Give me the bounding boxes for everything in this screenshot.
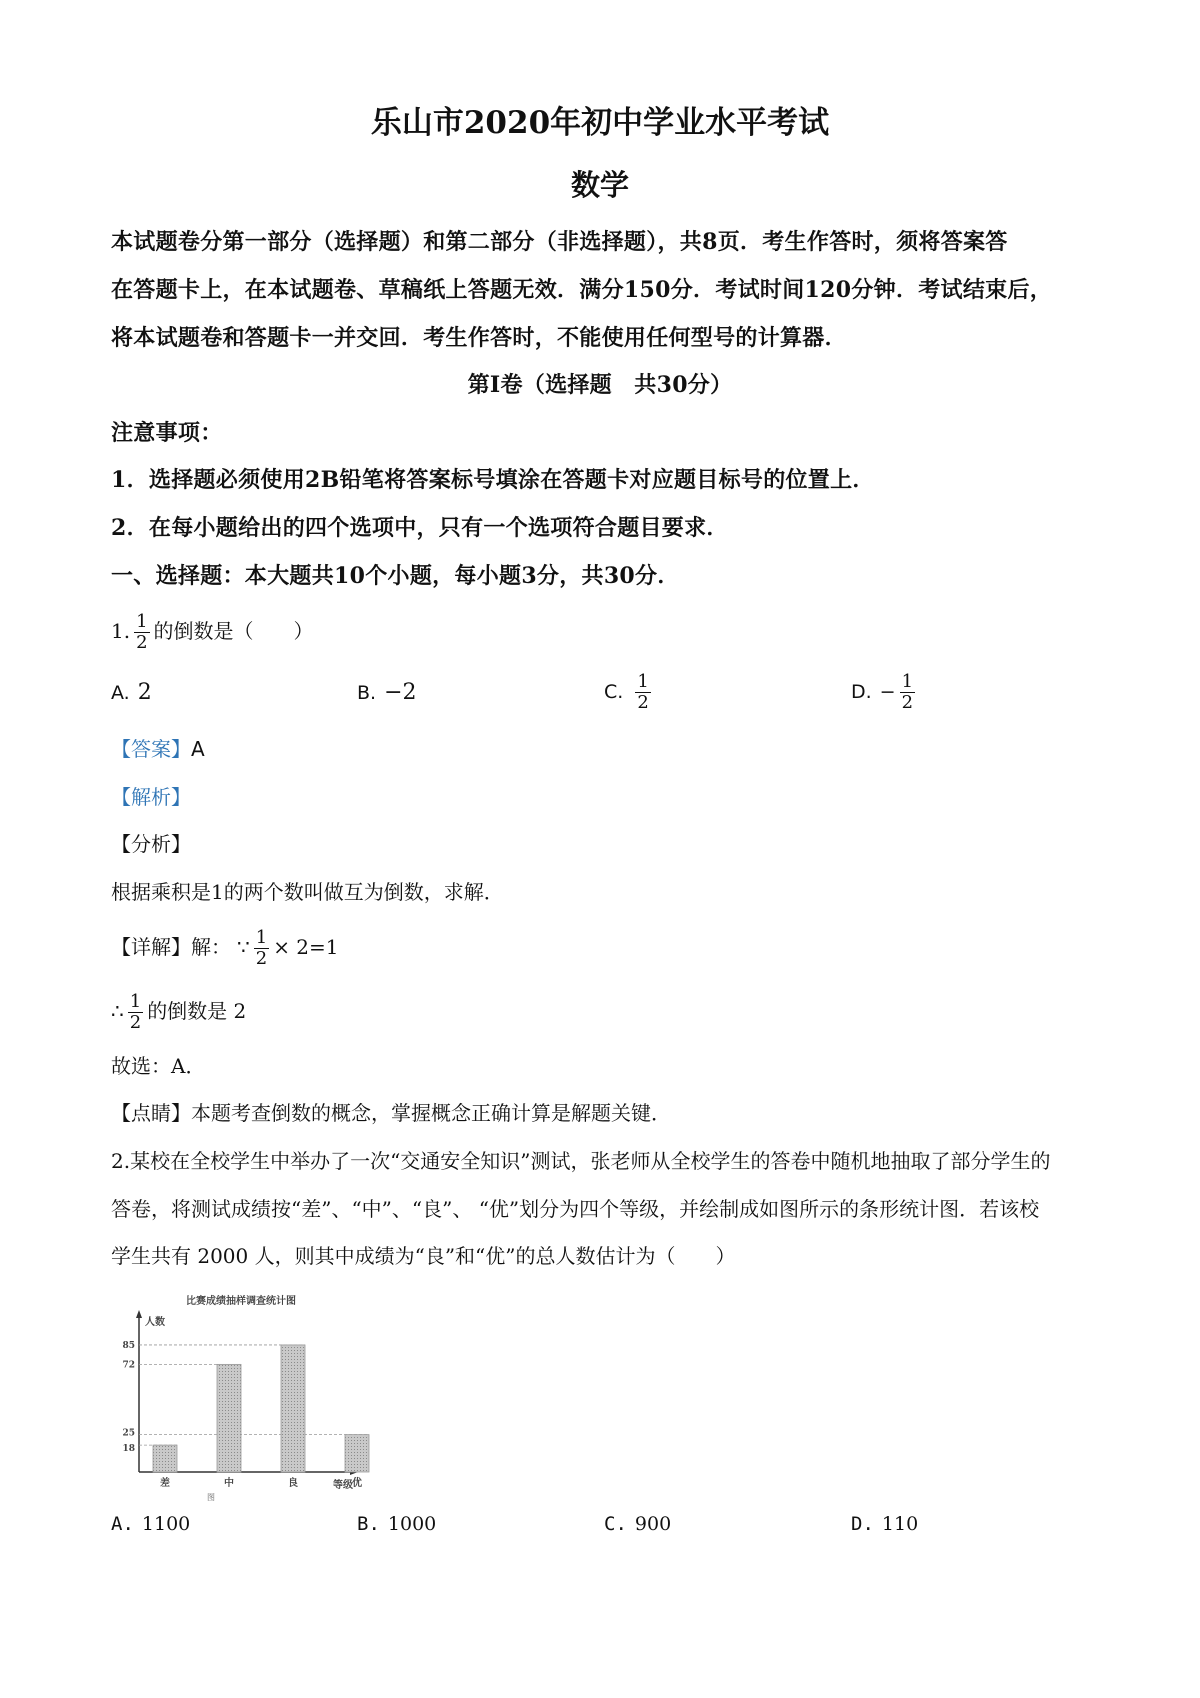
x-tick-label: 差 [160, 1478, 170, 1489]
q1-frac-num: 1 [136, 611, 148, 632]
bar-良 [281, 1345, 305, 1472]
y-tick-label: 25 [122, 1428, 135, 1439]
answer-value: A [191, 737, 205, 761]
bar-优 [345, 1435, 369, 1472]
option-label: B. [357, 682, 377, 704]
q2-line-3: 学生共有 2000 人，则其中成绩为“良”和“优”的总人数估计为（ ） [111, 1244, 736, 1268]
detail-fraction [254, 928, 269, 969]
x-tick-label: 优 [352, 1478, 362, 1489]
therefore-fraction [128, 992, 143, 1033]
bar-差 [153, 1445, 177, 1472]
q1-option-c[interactable] [604, 672, 655, 713]
y-tick-label: 85 [122, 1340, 135, 1351]
instruction-line-2: 在答题卡上，在本试题卷、草稿纸上答题无效．满分150分．考试时间120分钟．考试结束后， [111, 277, 1053, 303]
comment-text: 本题考查倒数的概念，掌握概念正确计算是解题关键． [191, 1101, 671, 1125]
q1-option-a[interactable] [111, 678, 152, 708]
frac-num: 1 [255, 927, 268, 948]
comment-tag: 【点睛】 [111, 1101, 191, 1125]
option-fraction [635, 672, 650, 713]
part-title: 第Ⅰ卷（选择题 共30分） [467, 372, 733, 398]
bar-中 [217, 1364, 241, 1472]
q2-line-2: 答卷，将测试成绩按“差”、“中”、“良”、 “优”划分为四个等级，并绘制成如图所示的条形统计图．若该校 [111, 1197, 1040, 1221]
option-value: 2 [137, 680, 152, 705]
q1-answer [111, 734, 205, 764]
q1-detail [111, 928, 339, 969]
option-label: A. [111, 682, 130, 704]
note-item-2: 2．在每小题给出的四个选项中，只有一个选项符合题目要求． [111, 515, 729, 541]
q2-line-1: 2.某校在全校学生中举办了一次“交通安全知识”测试，张老师从全校学生的答卷中随机地抽取了部分学生的 [111, 1149, 1051, 1173]
y-tick-label: 72 [122, 1360, 135, 1371]
option-fraction [900, 672, 915, 713]
q1-analysis-tag: 【解析】 [111, 785, 191, 809]
y-axis-arrow-icon [136, 1310, 142, 1318]
detail-tag: 【详解】解： [111, 935, 231, 959]
x-tick-label: 良 [288, 1478, 298, 1489]
notes-heading: 注意事项： [111, 420, 223, 446]
q1-option-d[interactable] [851, 672, 919, 713]
x-tick-label: 中 [224, 1478, 234, 1489]
section-heading: 一、选择题：本大题共10个小题，每小题3分，共30分． [111, 563, 680, 589]
option-label: C. [604, 1513, 627, 1535]
option-value: 110 [881, 1513, 919, 1535]
q2-option-b[interactable] [357, 1509, 436, 1539]
instruction-line-1: 本试题卷分第一部分（选择题）和第二部分（非选择题），共8页．考生作答时，须将答案答 [111, 229, 1008, 255]
q1-fenxi-tag: 【分析】 [111, 832, 191, 856]
option-value: 1000 [387, 1513, 437, 1535]
frac-den: 2 [637, 692, 649, 713]
option-label: D. [851, 1513, 874, 1535]
bar-chart [111, 1290, 371, 1505]
q1-stem-text: 的倒数是（ ） [153, 619, 314, 643]
q1-frac-den: 2 [136, 632, 148, 653]
y-tick-label: 18 [122, 1444, 135, 1455]
q1-comment [111, 1098, 671, 1128]
chart-caption: 图 [207, 1493, 215, 1502]
option-label: D. [851, 681, 872, 703]
because-symbol: ∵ [237, 935, 250, 959]
chart-title: 比赛成绩抽样调查统计图 [186, 1296, 296, 1307]
therefore-symbol: ∴ [111, 999, 124, 1023]
option-value: −2 [384, 680, 417, 705]
detail-expression: × 2=1 [273, 935, 339, 959]
option-label: C. [604, 681, 624, 703]
q1-option-b[interactable] [357, 678, 417, 708]
q1-choice: 故选：A． [111, 1054, 206, 1078]
note-item-1: 1．选择题必须使用2B铅笔将答案标号填涂在答题卡对应题目标号的位置上． [111, 467, 875, 493]
option-label: B. [357, 1513, 380, 1535]
q1-number: 1. [111, 619, 131, 643]
frac-den: 2 [901, 692, 914, 713]
subject-title: 数学 [570, 168, 629, 202]
therefore-text: 的倒数是 2 [147, 999, 247, 1023]
frac-den: 2 [129, 1012, 142, 1033]
option-sign: − [879, 681, 896, 703]
q1-stem [111, 612, 314, 653]
frac-num: 1 [129, 991, 142, 1012]
q2-option-a[interactable] [111, 1509, 190, 1539]
frac-num: 1 [637, 671, 649, 692]
q2-option-c[interactable] [604, 1509, 671, 1539]
frac-den: 2 [255, 948, 268, 969]
x-axis-label: 等级 [333, 1480, 353, 1491]
q2-option-d[interactable] [851, 1509, 918, 1539]
q1-therefore [111, 992, 246, 1033]
option-label: A. [111, 1513, 134, 1535]
instruction-line-3: 将本试题卷和答题卡一并交回．考生作答时，不能使用任何型号的计算器． [111, 325, 847, 351]
y-axis-label: 人数 [145, 1317, 165, 1328]
exam-title: 乐山市2020年初中学业水平考试 [370, 105, 830, 141]
frac-num: 1 [901, 671, 914, 692]
option-value: 900 [634, 1513, 672, 1535]
option-value: 1100 [141, 1513, 191, 1535]
q1-fenxi-text: 根据乘积是1的两个数叫做互为倒数，求解． [111, 880, 504, 904]
q1-fraction [134, 612, 149, 653]
answer-tag: 【答案】 [111, 737, 191, 761]
